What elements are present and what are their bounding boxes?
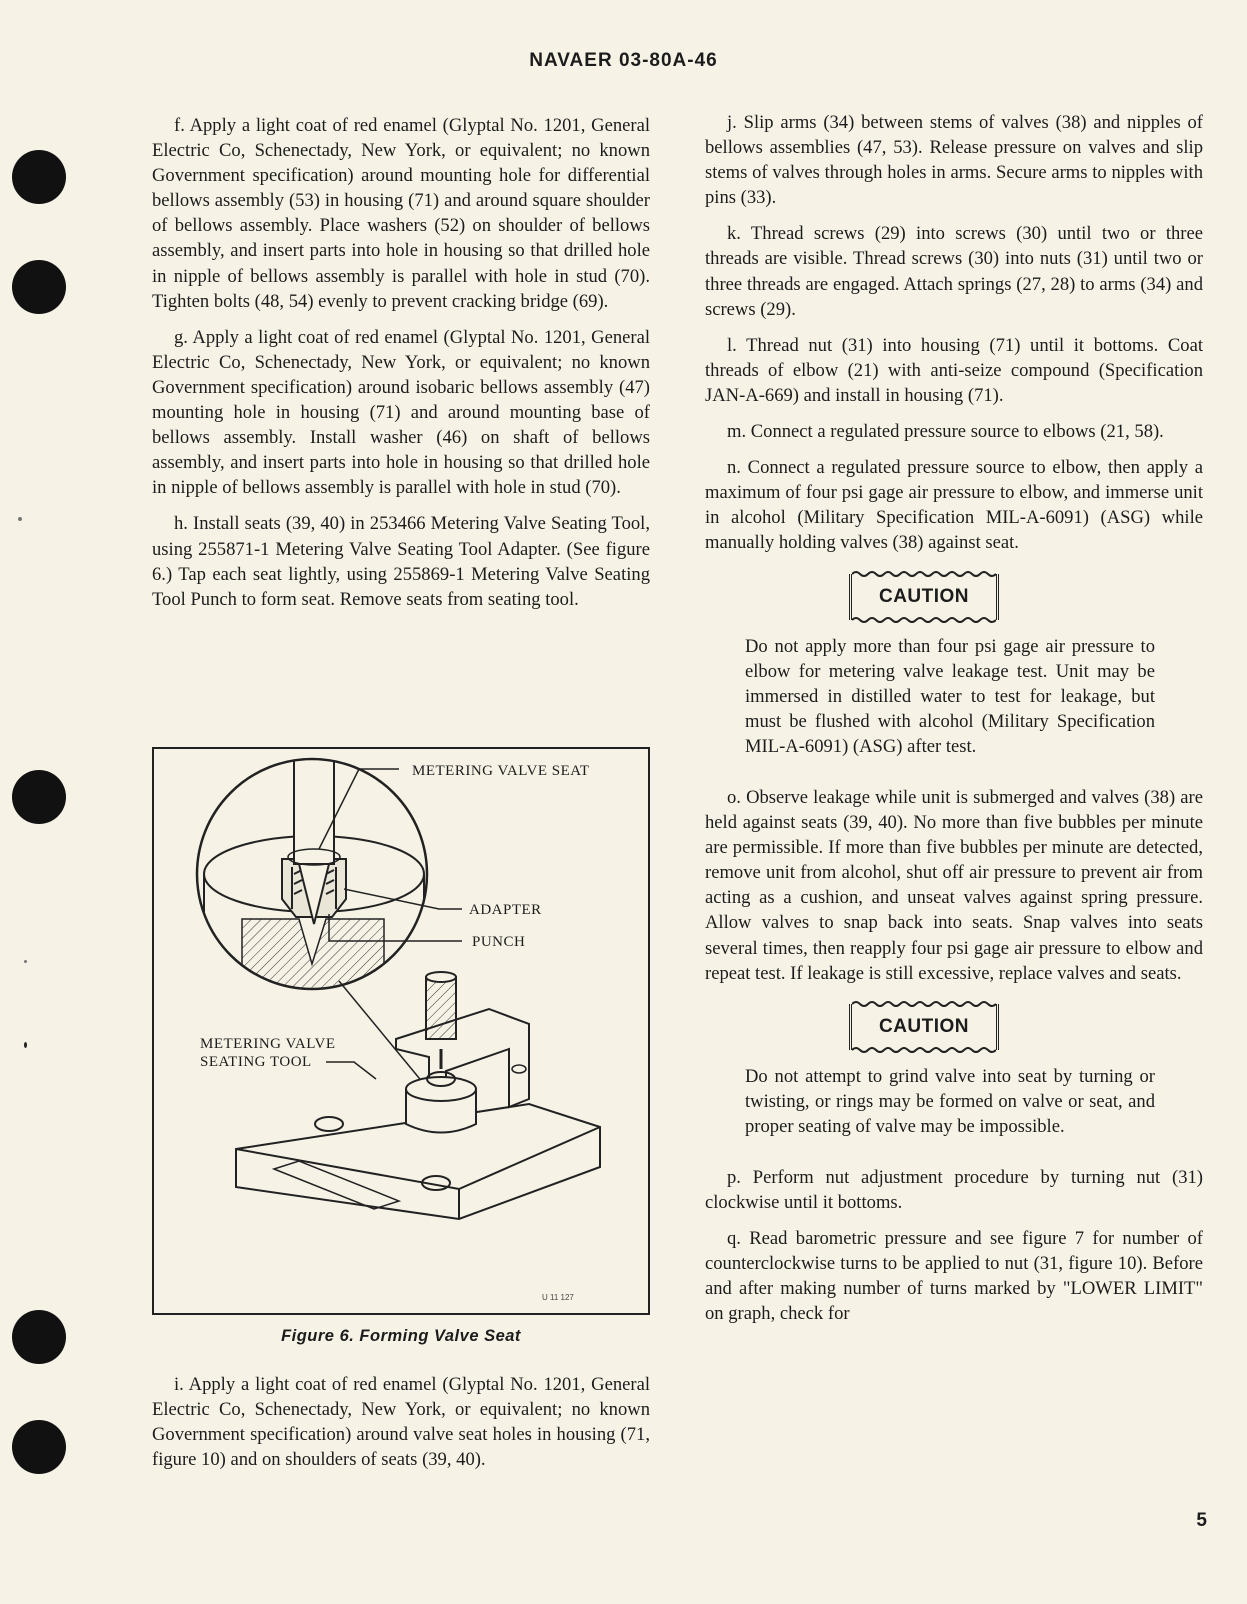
figure-code: U 11 127 [542,1293,574,1302]
binder-hole [12,770,66,824]
left-column [152,113,650,623]
label-tool-line2: SEATING TOOL [200,1054,312,1070]
scan-speck [24,960,27,963]
caution-label: CAUTION [878,585,970,607]
step-p: p. Perform nut adjustment procedure by turning nut (31) clockwise until it bottoms. [705,1167,1203,1214]
wave-border-icon [852,616,996,624]
document-number: NAVAER 03-80A-46 [529,50,718,71]
right-column [705,110,1203,1338]
binder-hole [12,1310,66,1364]
figure-6 [152,747,650,1315]
step-n: n. Connect a regulated pressure source to elbow, then apply a maximum of four psi gage air pressure to elbow, and immerse unit in alcohol (Military Specification MIL-A-6091) (ASG) while manually holding valves (38) against seat. [705,457,1203,554]
page-number: 5 [1196,1510,1207,1531]
step-h: h. Install seats (39, 40) in 253466 Metering Valve Seating Tool, using 255871-1 Metering Valve Seating Tool Adapter. (See figure 6.) Tap each seat lightly, using 255869-1 Metering Valve Seating Tool Punch to form seat. Remove seats from seating tool. [152,513,650,610]
step-m: m. Connect a regulated pressure source to elbows (21, 58). [727,421,1164,443]
binder-hole [12,260,66,314]
caution-text-2: Do not attempt to grind valve into seat by turning or twisting, or rings may be formed on valve or seat, and proper seating of valve may be impossible. [745,1065,1155,1137]
valve-seat-illustration [154,749,648,1313]
caution-box-2 [705,1004,1203,1050]
step-i: i. Apply a light coat of red enamel (Glyptal No. 1201, General Electric Co, Schenectady, New York, or equivalent; no known Government specification) around valve seat holes in housing (71, figure 10) and on shoulders of seats (39, 40). [152,1374,650,1471]
wave-border-icon [852,1000,996,1008]
label-adapter: ADAPTER [469,902,542,918]
label-metering-valve-seat: METERING VALVE SEAT [412,763,590,779]
scan-speck [18,517,22,521]
wave-border-icon [852,1046,996,1054]
caution-box-1 [705,574,1203,620]
binder-hole [12,1420,66,1474]
step-l: l. Thread nut (31) into housing (71) until it bottoms. Coat threads of elbow (21) with anti-seize compound (Specification JAN-A-669) and install in housing (71). [705,334,1203,406]
step-q: q. Read barometric pressure and see figure 7 for number of counterclockwise turns to be applied to nut (31, figure 10). Before and after making number of turns marked by "LOWER LIMIT" on graph, check for [705,1228,1203,1325]
left-column-bottom [152,1372,650,1483]
step-g: g. Apply a light coat of red enamel (Glyptal No. 1201, General Electric Co, Schenectady, New York, or equivalent; no known Government specification) around isobaric bellows assembly (47) mounting hole in housing (71) and around mounting base of bellows assembly. Install washer (46) on shaft of bellows assembly, and insert parts into hole in housing so that drilled hole in nipple of bellows assembly is parallel with hole in stud (70). [152,326,650,499]
wave-border-icon [852,570,996,578]
step-k: k. Thread screws (29) into screws (30) until two or three threads are visible. Thread screws (30) into nuts (31) until two or three threads are engaged. Attach springs (27, 28) to arms (34) and screws (29). [705,223,1203,320]
caution-label: CAUTION [878,1016,970,1038]
step-f: f. Apply a light coat of red enamel (Glyptal No. 1201, General Electric Co, Schenectady, New York, or equivalent; no known Government specification) around mounting hole for differential bellows assembly (53) in housing (71) and around square shoulder of bellows assembly. Place washers (52) on shoulder of bellows assembly, and insert parts into hole in housing so that drilled hole in nipple of bellows assembly is parallel with hole in stud (70). Tighten bolts (48, 54) evenly to prevent cracking bridge (69). [152,115,650,312]
figure-caption: Figure 6. Forming Valve Seat [281,1327,521,1345]
step-o: o. Observe leakage while unit is submerged and valves (38) are held against seats (39, 40). No more than five bubbles per minute are permissible. If more than five bubbles per minute are detected, remove unit from alcohol, shut off air pressure to prevent air from acting as a cushion, and unseat valves against spring pressure. Allow valves to snap back into seats. Snap valves into seats several times, then reapply four psi gage air pressure to elbow and repeat test. If leakage is still excessive, replace valves and seats. [705,786,1203,984]
step-j: j. Slip arms (34) between stems of valves (38) and nipples of bellows assemblies (47, 53). Release pressure on valves and slip stems of valves through holes in arms. Secure arms to nipples with pins (33). [705,112,1203,209]
scan-speck [24,1042,27,1048]
binder-hole [12,150,66,204]
label-punch: PUNCH [472,934,526,950]
caution-text-1: Do not apply more than four psi gage air pressure to elbow for metering valve leakage test. Unit may be immersed in distilled water to test for leakage, but must be flushed with alcohol (Military Specification MIL-A-6091) (ASG) after test. [745,635,1155,757]
label-tool-line1: METERING VALVE [200,1036,336,1052]
